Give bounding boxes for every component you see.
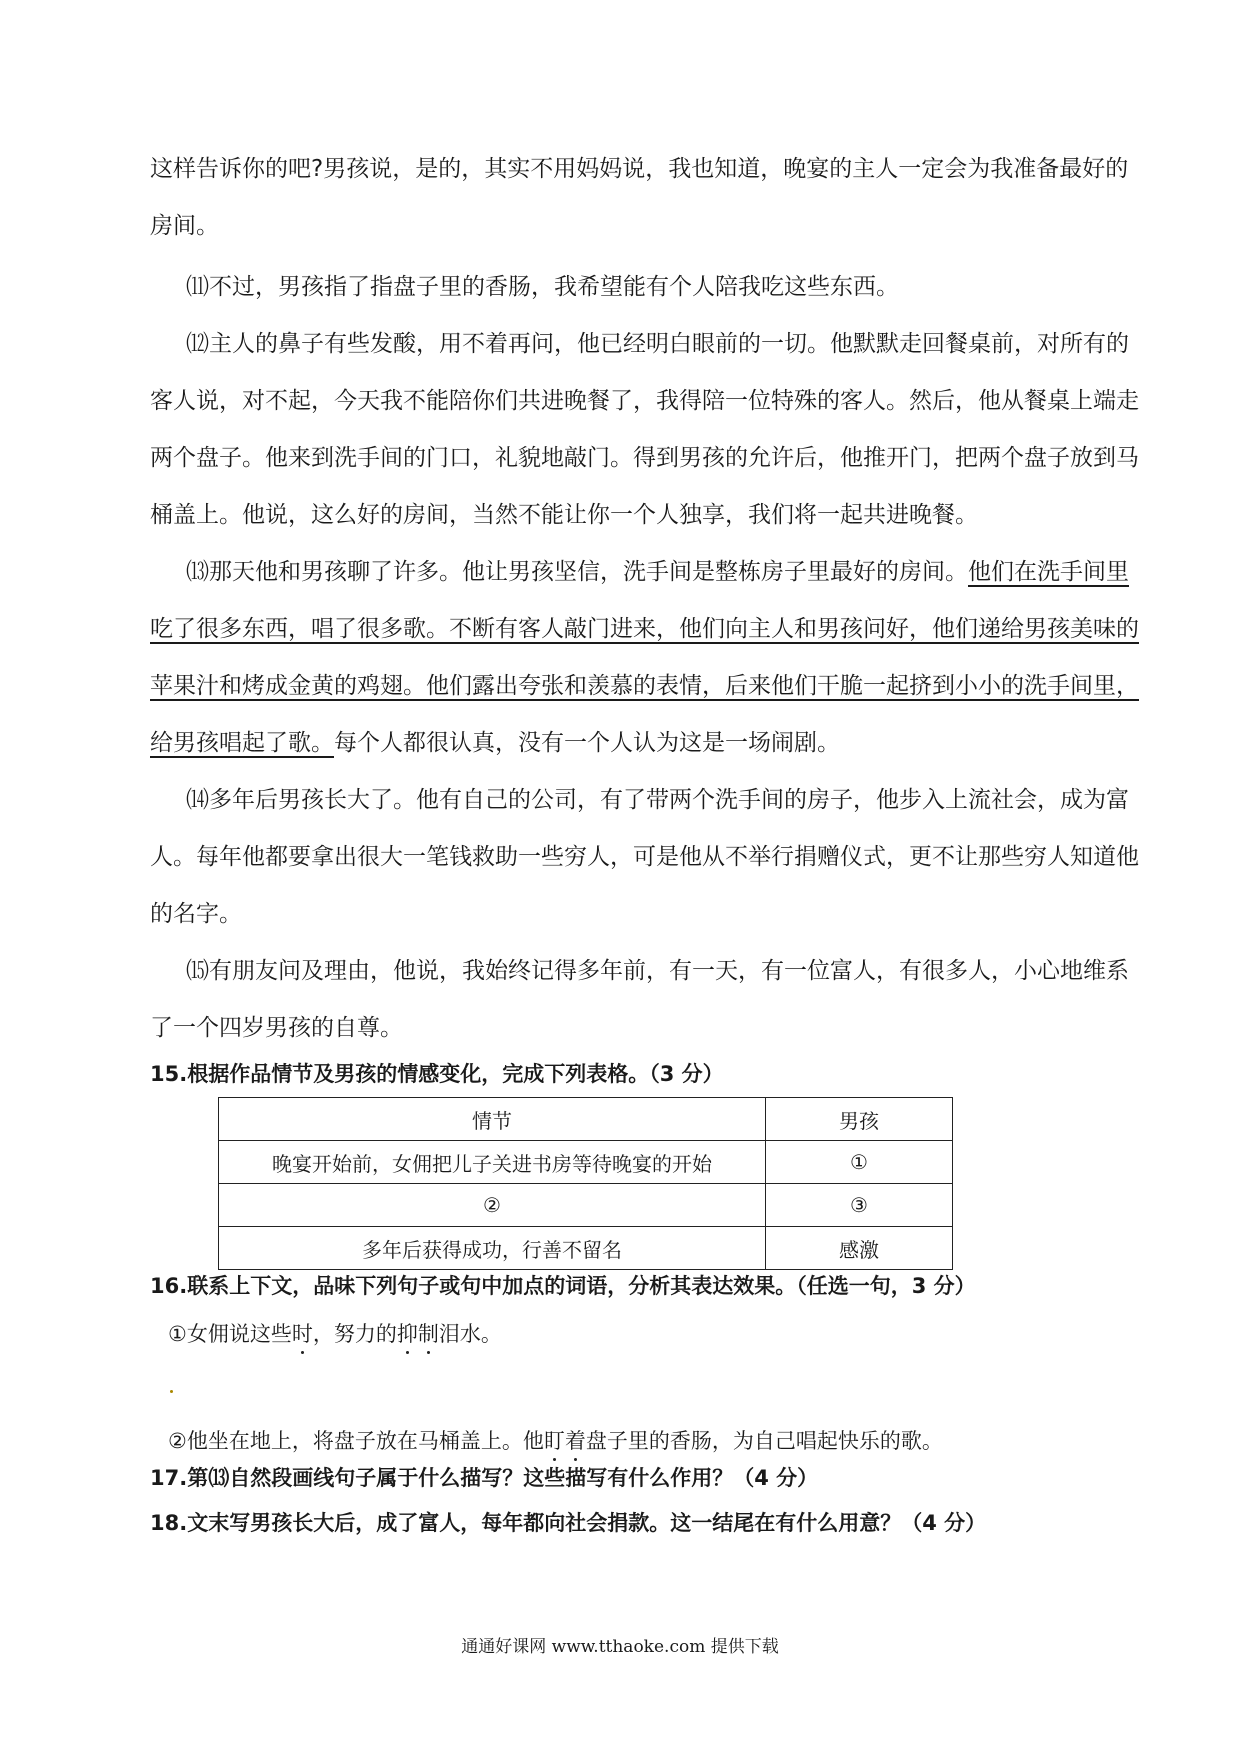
table-row [219, 1227, 953, 1270]
paragraph-10 [150, 150, 1129, 240]
paragraph-14 [150, 781, 1139, 933]
paragraph-line: 的名字。 [150, 901, 242, 927]
paragraph-text: 每个人都很认真，没有一个人认为这是一场闹剧。 [334, 730, 840, 756]
paragraph-13 [150, 553, 1139, 763]
paragraph-text: ⒀那天他和男孩聊了许多。他让男孩坚信，洗手间是整栋房子里最好的房间。 [186, 559, 968, 585]
underlined-sentence: 他们在洗手间里 [968, 559, 1129, 585]
table-header-cell: 情节 [219, 1098, 766, 1141]
paragraph-line: 房间。 [150, 213, 219, 239]
table-header-row [219, 1098, 953, 1141]
item-text: 盘子里的香肠，为自己唱起快乐的歌。 [585, 1429, 943, 1453]
table-row [219, 1184, 953, 1227]
paragraph-line: 人。每年他都要拿出很大一笔钱救助一些穷人，可是他从不举行捐赠仪式，更不让那些穷人知道他 [150, 844, 1139, 870]
table-cell: 多年后获得成功，行善不留名 [219, 1227, 766, 1270]
underlined-sentence: 吃了很多东西，唱了很多歌。不断有客人敲门进来，他们向主人和男孩问好，他们递给男孩美味的 [150, 616, 1139, 642]
stray-mark [170, 1390, 173, 1393]
answer-blank-cell[interactable]: ① [766, 1141, 953, 1184]
answer-blank-cell[interactable]: ② [219, 1184, 766, 1227]
question-16-item-1 [168, 1318, 502, 1348]
paragraph-11 [150, 268, 1098, 302]
paragraph-line: ⒂有朋友问及理由，他说，我始终记得多年前，有一天，有一位富人，有很多人，小心地维系 [186, 958, 1129, 984]
question-15: 15.根据作品情节及男孩的情感变化，完成下列表格。（3 分） [150, 1062, 724, 1086]
underlined-sentence: 给男孩唱起了歌。 [150, 730, 334, 756]
paragraph-line: 桶盖上。他说，这么好的房间，当然不能让你一个人独享，我们将一起共进晚餐。 [150, 502, 978, 528]
emphasis-dot-char: 着 [564, 1429, 586, 1453]
answer-blank-cell[interactable]: ③ [766, 1184, 953, 1227]
table-cell: 晚宴开始前，女佣把儿子关进书房等待晚宴的开始 [219, 1141, 766, 1184]
paragraph-line: 客人说，对不起，今天我不能陪你们共进晚餐了，我得陪一位特殊的客人。然后，他从餐桌上端走 [150, 388, 1139, 414]
table-cell: 感激 [766, 1227, 953, 1270]
paragraph-12 [150, 325, 1139, 535]
paragraph-15 [150, 952, 1129, 1047]
paragraph-line: 两个盘子。他来到洗手间的门口，礼貌地敲门。得到男孩的允许后，他推开门，把两个盘子放到马 [150, 445, 1139, 471]
paragraph-line [186, 553, 1129, 586]
paragraph-line: ⒁多年后男孩长大了。他有自己的公司，有了带两个洗手间的房子，他步入上流社会，成为富 [186, 787, 1129, 813]
question-16: 16.联系上下文，品味下列句子或句中加点的词语，分析其表达效果。（任选一句，3 分） [150, 1274, 976, 1298]
question-18: 18.文末写男孩长大后，成了富人，每年都向社会捐款。这一结尾在有什么用意？（4 分） [150, 1511, 987, 1535]
emphasis-dot-char: 盯 [543, 1429, 565, 1453]
question-16-item-2 [168, 1425, 943, 1455]
emphasis-dot-char: 制 [417, 1322, 439, 1346]
item-text: 泪水。 [438, 1322, 502, 1346]
paragraph-line: 了一个四岁男孩的自尊。 [150, 1015, 403, 1041]
paragraph-line: ⑾不过，男孩指了指盘子里的香肠，我希望能有个人陪我吃这些东西。 [186, 274, 899, 300]
plot-table [218, 1097, 953, 1270]
paragraph-line: ⑿主人的鼻子有些发酸，用不着再问，他已经明白眼前的一切。他默默走回餐桌前，对所有的 [186, 331, 1129, 357]
table-header-cell: 男孩 [766, 1098, 953, 1141]
question-17: 17.第⒀自然段画线句子属于什么描写？这些描写有什么作用？（4 分） [150, 1466, 819, 1490]
paragraph-line: 这样告诉你的吧?男孩说，是的，其实不用妈妈说，我也知道，晚宴的主人一定会为我准备最好的 [150, 156, 1129, 182]
emphasis-dot-char: 佣说这些时，努力的 [207, 1322, 397, 1346]
item-text: ①女 [168, 1322, 208, 1346]
table-row [219, 1141, 953, 1184]
emphasis-dot-char: 抑 [396, 1322, 418, 1346]
item-text: ②他坐在地上，将盘子放在马桶盖上。他 [168, 1429, 544, 1453]
footer-credit: 通通好课网 www.tthaoke.com 提供下载 [461, 1637, 779, 1657]
paragraph-line [150, 724, 840, 757]
underlined-sentence: 苹果汁和烤成金黄的鸡翅。他们露出夸张和羡慕的表情，后来他们干脆一起挤到小小的洗手间里， [150, 673, 1139, 699]
